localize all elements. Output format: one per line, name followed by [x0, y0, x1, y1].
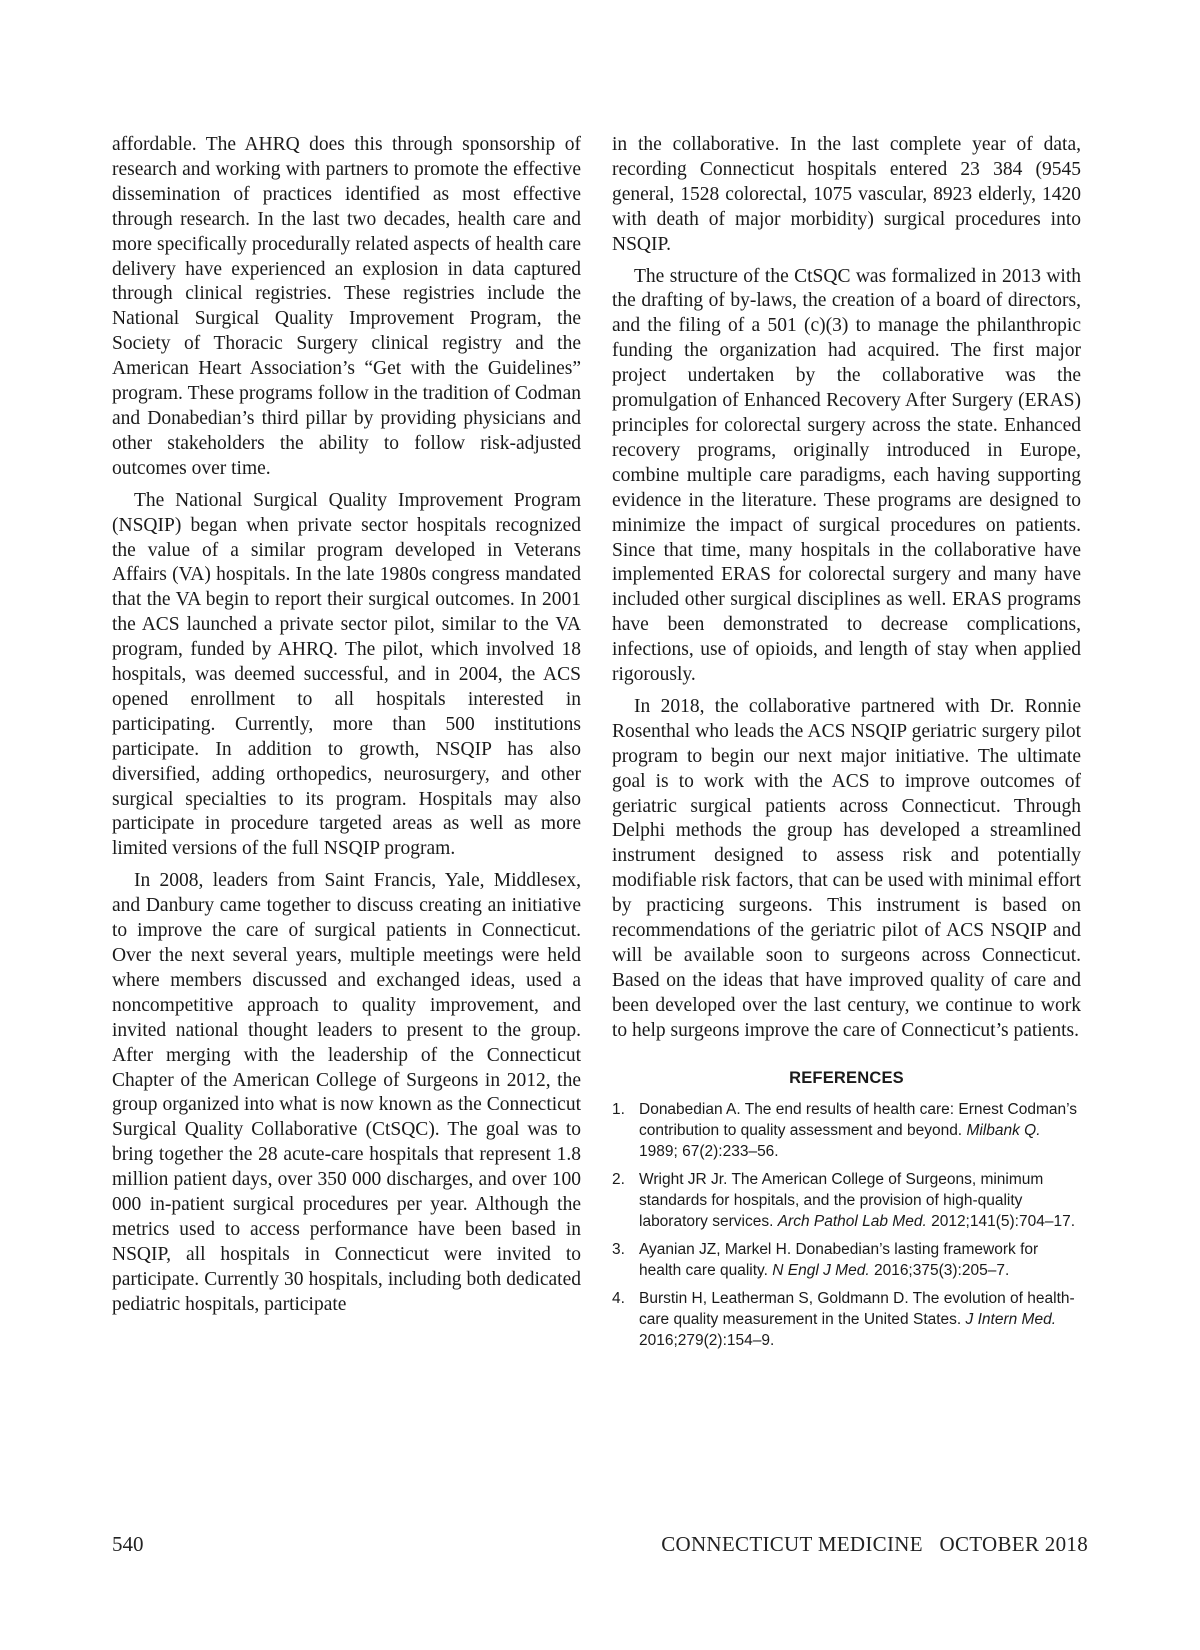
paragraph: In 2018, the collaborative partnered with Dr. Ronnie Rosenthal who leads the ACS NSQIP geriatric surgery pilot program to begin our next major initiative. The ultimate goal is to work with the ACS to improve outcomes of geriatric surgical patients across Connecticut. Through Delphi methods the group has developed a streamlined instrument designed to assess risk and potentially modifiable risk factors, that can be used with minimal effort by practicing surgeons. This instrument is based on recommendations of the geriatric pilot of ACS NSQIP and will be available soon to surgeons across Connecticut. Based on the ideas that have improved quality of care and been developed over the last century, we continue to work to help surgeons improve the care of Connecticut’s patients. [612, 695, 1081, 1041]
journal-footer: CONNECTICUT MEDICINE OCTOBER 2018 [661, 1532, 1088, 1556]
reference-text: Wright JR Jr. The American College of Surgeons, minimum standards for hospitals, and the provision of high-quality laboratory services. [639, 1170, 1044, 1230]
paragraph: in the collaborative. In the last complete year of data, recording Connecticut hospitals entered 23 384 (9545 general, 1528 colorectal, 1075 vascular, 8923 elderly, 1420 with death of major morbidity) surgical procedures into NSQIP. [612, 134, 1081, 255]
reference-journal: Milbank Q. [966, 1121, 1041, 1139]
reference-number: 2. [612, 1170, 625, 1188]
references-heading: REFERENCES [789, 1068, 904, 1087]
paragraph: The structure of the CtSQC was formalized in 2013 with the drafting of by-laws, the creation of a board of directors, and the filing of a 501 (c)(3) to manage the philanthropic funding the organization had acquired. The first major project undertaken by the collaborative was the promulgation of Enhanced Recovery After Surgery (ERAS) principles for colorectal surgery across the state. Enhanced recovery programs, originally introduced in Europe, combine multiple care paradigms, each having supporting evidence in the literature. These programs are designed to minimize the impact of surgical procedures on patients. Since that time, many hospitals in the collaborative have implemented ERAS for colorectal surgery and many have included other surgical disciplines as well. ERAS programs have been demonstrated to decrease complications, infections, use of opioids, and length of stay when applied rigorously. [612, 265, 1081, 686]
paragraph: In 2008, leaders from Saint Francis, Yale, Middlesex, and Danbury came together to discuss creating an initiative to improve the care of surgical patients in Connecticut. Over the next several years, multiple meetings were held where members discussed and exchanged ideas, used a noncompetitive approach to quality improvement, and invited national thought leaders to present to the group. After merging with the leadership of the Connecticut Chapter of the American College of Surgeons in 2012, the group organized into what is now known as the Connecticut Surgical Quality Collaborative (CtSQC). The goal was to bring together the 28 acute-care hospitals that represent 1.8 million patient days, over 350 000 discharges, and over 100 000 in-patient surgical procedures per year. Although the metrics used to access performance have been based in NSQIP, all hospitals in Connecticut were invited to participate. Currently 30 hospitals, including both dedicated pediatric hospitals, participate [112, 870, 581, 1315]
reference-item [612, 1239, 1081, 1281]
references-list [612, 1099, 1081, 1351]
reference-text: Ayanian JZ, Markel H. Donabedian’s lasting framework for health care quality. [639, 1240, 1039, 1279]
paragraph: The National Surgical Quality Improvement Program (NSQIP) began when private sector hospitals recognized the value of a similar program developed in Veterans Affairs (VA) hospitals. In the late 1980s congress mandated that the VA begin to report their surgical outcomes. In 2001 the ACS launched a private sector pilot, similar to the VA program, funded by AHRQ. The pilot, which involved 18 hospitals, was deemed successful, and in 2004, the ACS opened enrollment to all hospitals interested in participating. Currently, more than 500 institutions participate. In addition to growth, NSQIP has also diversified, adding orthopedics, neurosurgery, and other surgical specialties to its program. Hospitals may also participate in procedure targeted areas as well as more limited versions of the full NSQIP program. [112, 489, 581, 860]
reference-text: Burstin H, Leatherman S, Goldmann D. The evolution of health-care quality measurement in the United States. [639, 1289, 1075, 1328]
reference-item [612, 1288, 1081, 1351]
reference-item [612, 1099, 1081, 1162]
reference-journal: J Intern Med. [965, 1310, 1057, 1328]
right-column [612, 133, 1081, 1358]
reference-citation: 1989; 67(2):233–56. [639, 1142, 779, 1160]
reference-citation: 2012;141(5):704–17. [931, 1212, 1076, 1230]
reference-citation: 2016;375(3):205–7. [873, 1261, 1010, 1279]
reference-journal: N Engl J Med. [772, 1261, 870, 1279]
left-column [112, 133, 581, 1325]
paragraph: affordable. The AHRQ does this through sponsorship of research and working with partners to promote the effective dissemination of practices identified as most effective through research. In the last two decades, health care and more specifically procedurally related aspects of health care delivery have experienced an explosion in data captured through clinical registries. These registries include the National Surgical Quality Improvement Program, the Society of Thoracic Surgery clinical registry and the American Heart Association’s “Get with the Guidelines” program. These programs follow in the tradition of Codman and Donabedian’s third pillar by providing physicians and other stakeholders the ability to follow risk-adjusted outcomes over time. [112, 134, 581, 479]
reference-number: 3. [612, 1240, 625, 1258]
reference-text: Donabedian A. The end results of health care: Ernest Codman’s contribution to quality assessment and beyond. [639, 1100, 1078, 1139]
reference-number: 1. [612, 1100, 625, 1118]
page-number: 540 [112, 1532, 144, 1556]
reference-citation: 2016;279(2):154–9. [639, 1331, 775, 1349]
reference-item [612, 1169, 1081, 1232]
reference-journal: Arch Pathol Lab Med. [777, 1212, 927, 1230]
reference-number: 4. [612, 1289, 625, 1307]
